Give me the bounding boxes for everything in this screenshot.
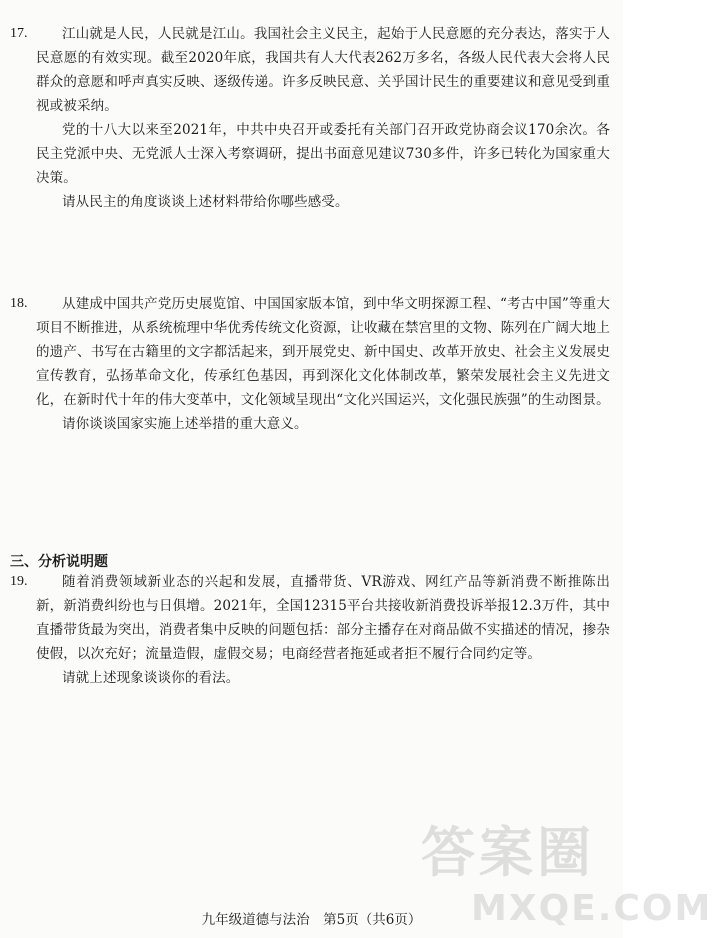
question-number: 19. — [10, 574, 28, 589]
question-19 — [10, 570, 610, 690]
question-paragraph: 党的十八大以来至2021年，中共中央召开或委托有关部门召开政党协商会议170余次。各民主党派中央、无党派人士深入考察调研，提出书面意见建议730多件，许多已转化为国家重大决策。 — [36, 122, 610, 186]
watermark-text-bottom: MXQE.COM — [471, 888, 712, 929]
question-prompt: 请从民主的角度谈谈上述材料带给你哪些感受。 — [62, 194, 349, 210]
question-17 — [10, 22, 610, 214]
question-number: 17. — [10, 26, 28, 41]
question-18 — [10, 292, 610, 436]
question-paragraph: 随着消费领域新业态的兴起和发展，直播带货、VR游戏、网红产品等新消费不断推陈出新，新消费纠纷也与日俱增。2021年，全国12315平台共接收新消费投诉举报12.3万件，其中直播带货最为突出，消费者集中反映的问题包括：部分主播存在对商品做不实描述的情况，掺杂使假，以次充好；流量造假，虚假交易；电商经营者拖延或者拒不履行合同约定等。 — [36, 574, 610, 662]
question-number: 18. — [10, 296, 28, 311]
watermark-text-top: 答案圈 — [421, 821, 595, 884]
question-prompt: 请就上述现象谈谈你的看法。 — [62, 670, 240, 686]
question-prompt: 请你谈谈国家实施上述举措的重大意义。 — [62, 416, 308, 432]
page-footer: 九年级道德与法治 第5页（共6页） — [201, 912, 422, 928]
question-paragraph: 从建成中国共产党历史展览馆、中国国家版本馆，到中华文明探源工程、“考古中国”等重大项目不断推进，从系统梳理中华优秀传统文化资源，让收藏在禁宫里的文物、陈列在广阔大地上的遗产、书写在古籍里的文字都活起来，到开展党史、新中国史、改革开放史、社会主义发展史宣传教育，弘扬革命文化，传承红色基因，再到深化文化体制改革，繁荣发展社会主义先进文化，在新时代十年的伟大变革中，文化领域呈现出“文化兴国运兴，文化强民族强”的生动图景。 — [36, 296, 610, 408]
question-paragraph: 江山就是人民，人民就是江山。我国社会主义民主，起始于人民意愿的充分表达，落实于人民意愿的有效实现。截至2020年底，我国共有人大代表262万多名，各级人民代表大会将人民群众的意愿和呼声真实反映、逐级传递。许多反映民意、关乎国计民生的重要建议和意见受到重视或被采纳。 — [36, 26, 610, 114]
section-title: 三、分析说明题 — [10, 554, 108, 570]
